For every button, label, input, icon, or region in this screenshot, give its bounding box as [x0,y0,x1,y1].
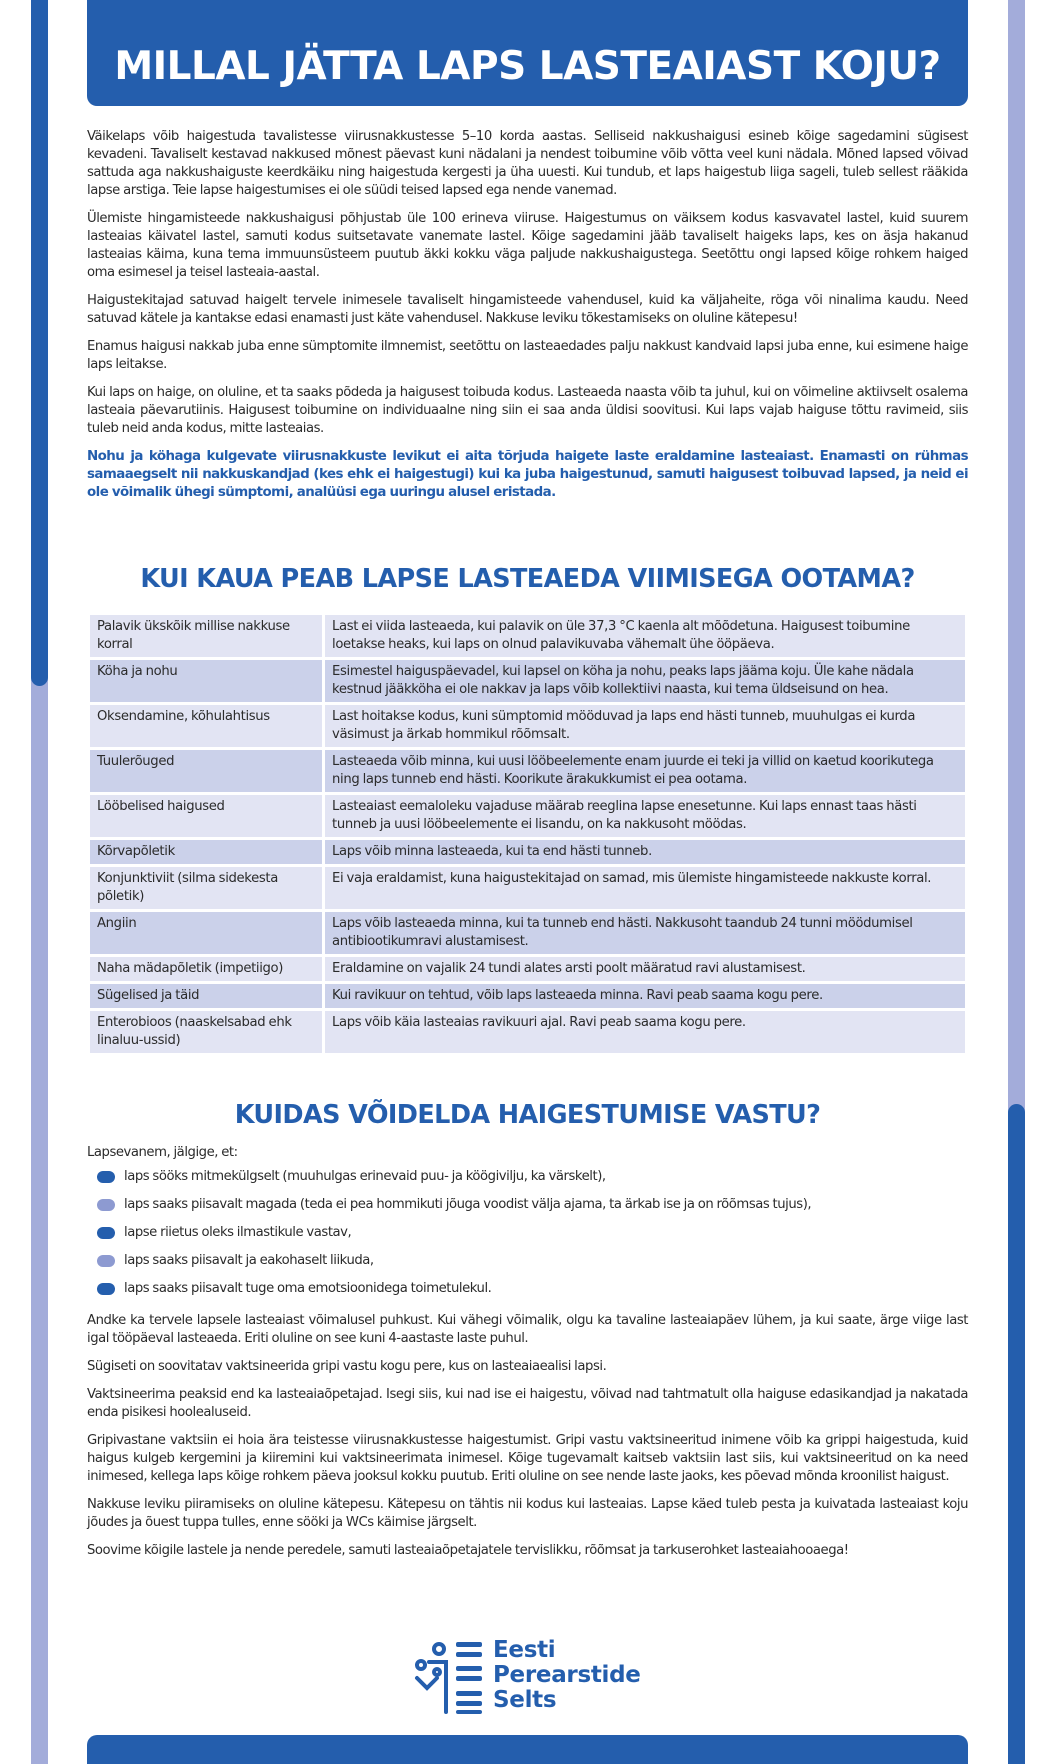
list-item [87,1224,968,1252]
condition-cell: Köha ja nohu [89,659,324,704]
advice-cell: Esimestel haiguspäevadel, kui lapsel on köha ja nohu, peaks laps jääma koju. Üle kahe nädala kestnud jääkköha ei ole nakkav ja laps võib kollektiivi naasta, kui tema üldseisund on hea. [324,659,967,704]
condition-cell: Oksendamine, kõhulahtisus [89,704,324,749]
table-row [89,749,967,794]
logo-line-1: Eesti [493,1637,556,1663]
tip-text: laps sööks mitmekülgselt (muuhulgas erinevaid puu- ja köögivilju, ka värskelt), [124,1169,606,1184]
advice-cell: Lasteaiast eemaloleku vajaduse määrab reeglina lapse enesetunne. Kui laps ennast taas hästi tunneb ja uusi lööbeelemente ei lisandu, on ka nakkusoht möödas. [324,794,967,839]
advice-paragraph: Andke ka tervele lapsele lasteaiast võimalusel puhkust. Kui vähegi võimalik, olgu ka tavaline lasteaiapäev lühem, ja kui saate, ärge viige last igal tööpäeval lasteaeda. Eriti oluline on see kuni 4-aastaste laste puhul. [87,1313,968,1346]
advice-paragraph: Vaktsineerima peaksid end ka lasteaiaõpetajad. Isegi siis, kui nad ise ei haigestu, võivad nad tahtmatult olla haiguse edasikandjad ja nakatada enda pisikesi hoolealuseid. [87,1387,968,1420]
bullet-icon [97,1171,115,1183]
table-row [89,911,967,956]
table-row [89,794,967,839]
table-row [89,659,967,704]
tip-text: laps saaks piisavalt magada (teda ei pea hommikuti jõuga voodist välja ajama, ta ärkab ise ja on rõõmsas tujus), [124,1197,812,1212]
condition-cell: Naha mädapõletik (impetiigo) [89,956,324,983]
family-doctor-figure-icon [412,1640,490,1715]
intro-paragraph: Väikelaps võib haigestuda tavalistesse viirusnakkustesse 5–10 korda aastas. Selliseid nakkushaigusi esineb kõige sagedamini sügisest kevadeni. Tavaliselt kestavad nakkused mõnest päevast kuni nädalani ja nendest toibumine võib võtta veel kuni nädala. Mõned lapsed võivad sattuda aga nakkushaiguste keerdkäiku ning haigestuda kergesti ja üha uuesti. Kui tundub, et laps haigestub liiga sageli, tuleb sellest rääkida lapse arstiga. Teie lapse haigestumises ei ole süüdi teised lapsed ega nende vanemad. [87,129,968,198]
condition-cell: Sügelised ja täid [89,983,324,1010]
table-row [89,1010,967,1055]
condition-cell: Konjunktiviit (silma sidekesta põletik) [89,866,324,911]
tips-lead: Lapsevanem, jälgige, et: [87,1145,238,1160]
condition-cell: Kõrvapõletik [89,839,324,866]
main-content [87,128,968,1558]
intro-section [87,128,968,502]
table-row [89,983,967,1010]
list-item [87,1252,968,1280]
advice-cell: Laps võib lasteaeda minna, kui ta tunneb end hästi. Nakkusoht taandub 24 tunni möödumisel antibiootikumravi alustamisest. [324,911,967,956]
condition-cell: Palavik ükskõik millise nakkuse korral [89,614,324,659]
condition-cell: Tuulerõuged [89,749,324,794]
bullet-icon [97,1255,115,1267]
table-row [89,956,967,983]
table-row [89,866,967,911]
tips-list [87,1168,968,1308]
advice-cell: Kui ravikuur on tehtud, võib laps lasteaeda minna. Ravi peab saama kogu pere. [324,983,967,1010]
illness-table [87,612,968,1056]
right-decorative-bar-dark [1008,1104,1025,1764]
organization-logo [412,1637,652,1715]
list-item [87,1280,968,1308]
tip-text: laps saaks piisavalt ja eakohaselt liikuda, [124,1253,374,1268]
table-row [89,614,967,659]
advice-paragraph: Nakkuse leviku piiramiseks on oluline kätepesu. Kätepesu on tähtis nii kodus kui lasteaias. Lapse käed tuleb pesta ja kuivatada lasteaiast koju jõudes ja õuest tuppa tulles, enne sööki ja WCs käimise järgselt. [87,1497,968,1530]
intro-paragraph: Kui laps on haige, on oluline, et ta saaks põdeda ja haigusest toibuda kodus. Lasteaeda naasta võib ta juhul, kui on võimeline aktiivselt osalema lasteaia päevarutiinis. Haigusest toibumine on individuaalne ning siin ei saa anda üldisi soovitusi. Kui laps vajab haiguse tõttu ravimeid, siis tuleb neid anda kodus, mitte lasteaias. [87,385,968,436]
left-decorative-bar-dark [31,0,48,686]
advice-cell: Last hoitakse kodus, kuni sümptomid mööduvad ja laps end hästi tunneb, muuhulgas ei kurda väsimust ja ärkab hommikul rõõmsalt. [324,704,967,749]
list-item [87,1196,968,1224]
advice-cell: Eraldamine on vajalik 24 tundi alates arsti poolt määratud ravi alustamisest. [324,956,967,983]
table-row [89,704,967,749]
intro-paragraph: Enamus haigusi nakkab juba enne sümptomite ilmnemist, seetõttu on lasteaedades palju nakkust kandvaid lapsi juba enne, kui esimene haige laps leitakse. [87,339,968,372]
advice-cell: Laps võib minna lasteaeda, kui ta end hästi tunneb. [324,839,967,866]
logo-line-3: Selts [493,1687,557,1713]
advice-paragraph: Gripivastane vaktsiin ei hoia ära teistesse viirusnakkustesse haigestumist. Gripi vastu vaktsineeritud inimene võib ka grippi haigestuda, kuid haigus kulgeb kergemini ja kiiremini kui vaktsineerimata inimesel. Kõige tugevamalt kaitseb vaktsiin last siis, kui vaktsineeritud on ka need inimesed, kellega laps kõige rohkem päeva jooksul kokku puutub. Eriti oluline on see nende laste jaoks, kes põevad mõnda kroonilist haigust. [87,1433,968,1484]
advice-cell: Ei vaja eraldamist, kuna haigustekitajad on samad, mis ülemiste hingamisteede nakkuste korral. [324,866,967,911]
condition-cell: Angiin [89,911,324,956]
fight-section-title: KUIDAS VÕIDELDA HAIGESTUMISE VASTU? [234,1100,821,1130]
bullet-icon [97,1199,115,1211]
bullet-icon [97,1227,115,1239]
bullet-icon [97,1283,115,1295]
footer-banner [87,1735,968,1764]
list-item [87,1168,968,1196]
logo-line-2: Perearstide [493,1662,641,1688]
advice-paragraph: Sügiseti on soovitatav vaktsineerida gripi vastu kogu pere, kus on lasteaiaealisi lapsi. [87,1359,607,1374]
tip-text: lapse riietus oleks ilmastikule vastav, [124,1225,352,1240]
advice-cell: Last ei viida lasteaeda, kui palavik on üle 37,3 °C kaenla alt mõõdetuna. Haigusest toibumine loetakse heaks, kui laps on olnud palavikuvaba vähemalt ühe ööpäeva. [324,614,967,659]
condition-cell: Enterobioos (naaskelsabad ehk linaluu-ussid) [89,1010,324,1055]
highlight-paragraph: Nohu ja köhaga kulgevate viirusnakkuste levikut ei aita tõrjuda haigete laste eraldamine lasteaiast. Enamasti on rühmas samaaegselt nii nakkuskandjad (kes ehk ei haigestugi) kui ka juba haigestunud, samuti haigusest toibuvad lapsed, ja neid ei ole võimalik ühegi sümptomi, analüüsi ega uuringu alusel eristada. [87,449,968,500]
intro-paragraph: Haigustekitajad satuvad haigelt tervele inimesele tavaliselt hingamisteede vahendusel, kuid ka väljaheite, röga või ninalima kaudu. Need satuvad kätele ja kantakse edasi enamasti just käte vahendusel. Nakkuse leviku tõkestamiseks on oluline kätepesu! [87,293,968,326]
tip-text: laps saaks piisavalt tuge oma emotsioonidega toimetulekul. [124,1281,492,1296]
table-row [89,839,967,866]
advice-cell: Lasteaeda võib minna, kui uusi lööbeelemente enam juurde ei teki ja villid on kaetud koorikutega ning laps tunneb end hästi. Koorikute ärakukkumist ei pea ootama. [324,749,967,794]
advice-cell: Laps võib käia lasteaias ravikuuri ajal. Ravi peab saama kogu pere. [324,1010,967,1055]
intro-paragraph: Ülemiste hingamisteede nakkushaigusi põhjustab üle 100 erineva viiruse. Haigestumus on väiksem kodus kasvavatel lastel, kuid suurem lasteaias käivatel lastel, samuti kodus suitsetavate vanemate lastel. Kõige sagedamini jääb tavaliselt haigeks laps, kes on äsja hakanud lasteaias käima, kuna tema immuunsüsteem puutub äkki kokku väga paljude nakkushaigustega. Seetõttu ongi lapsed kõige rohkem haiged oma esimesel ja teisel lasteaia-aastal. [87,211,968,280]
fight-section [87,1144,968,1570]
header-banner [87,0,968,106]
logo-text [493,1638,641,1713]
closing-paragraph: Soovime kõigile lastele ja nende peredele, samuti lasteaiaõpetajatele tervislikku, rõõmsat ja tarkuserohket lasteaiahooaega! [87,1543,849,1558]
page-title: MILLAL JÄTTA LAPS LASTEAIAST KOJU? [114,44,941,89]
condition-cell: Lööbelised haigused [89,794,324,839]
wait-section-title: KUI KAUA PEAB LAPSE LASTEAEDA VIIMISEGA OOTAMA? [140,564,915,594]
